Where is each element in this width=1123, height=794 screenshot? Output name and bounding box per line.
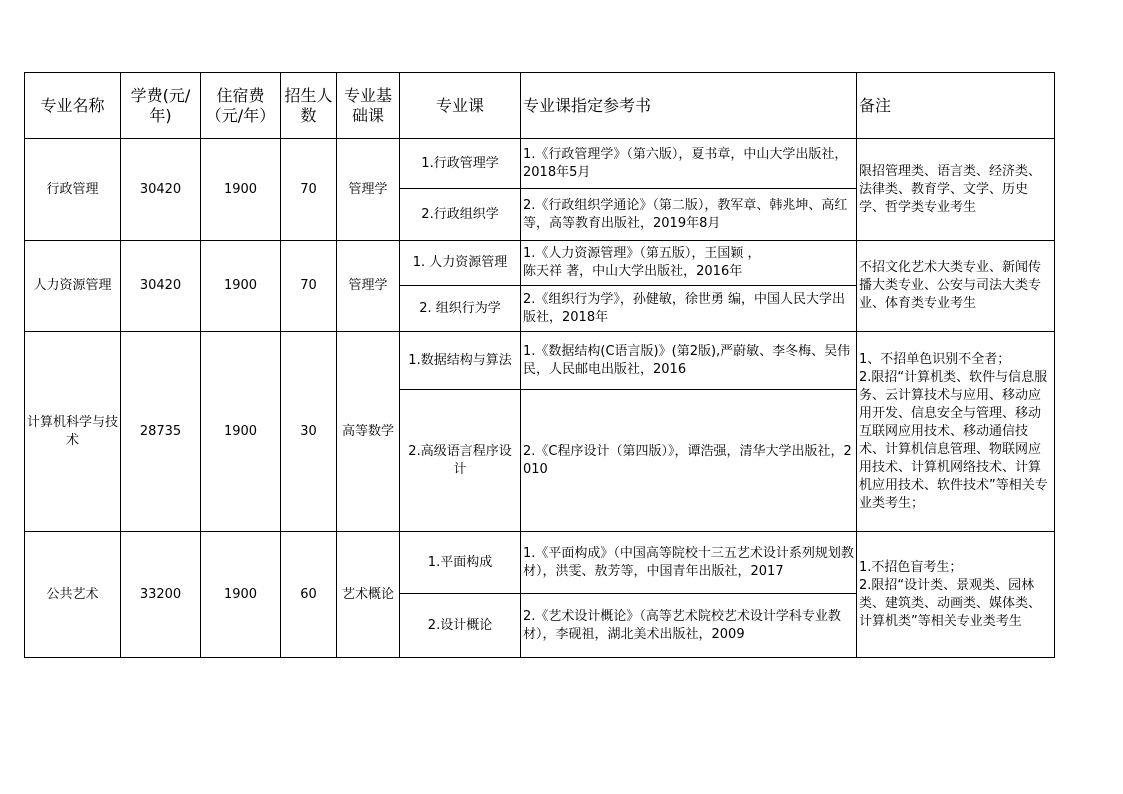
course-name: 2.设计概论 — [400, 594, 521, 658]
table-row — [25, 332, 1055, 390]
header-row — [25, 73, 1055, 139]
reference-book: 2.《行政组织学通论》（第二版），教军章、韩兆坤、高红等，高等教育出版社，2019年8月 — [521, 189, 857, 241]
tuition-value: 30420 — [121, 241, 201, 332]
header-major: 专业名称 — [25, 73, 121, 139]
major-name: 人力资源管理 — [25, 241, 121, 332]
reference-book: 1.《人力资源管理》（第五版），王国颖 ， 陈天祥 著，中山大学出版社，2016年 — [521, 241, 857, 286]
base-course: 高等数学 — [337, 332, 400, 532]
dorm-value: 1900 — [201, 139, 281, 241]
base-course: 管理学 — [337, 139, 400, 241]
course-name: 2.行政组织学 — [400, 189, 521, 241]
course-name: 1. 人力资源管理 — [400, 241, 521, 286]
quota-value: 30 — [281, 332, 337, 532]
course-name: 1.行政管理学 — [400, 139, 521, 189]
dorm-value: 1900 — [201, 532, 281, 658]
reference-book: 2.《艺术设计概论》（高等艺术院校艺术设计学科专业教材），李砚祖，湖北美术出版社，2009 — [521, 594, 857, 658]
header-tuition: 学费(元/年) — [121, 73, 201, 139]
table-row — [25, 532, 1055, 594]
tuition-value: 30420 — [121, 139, 201, 241]
reference-book: 1.《行政管理学》（第六版），夏书章，中山大学出版社，2018年5月 — [521, 139, 857, 189]
reference-book: 1.《数据结构(C语言版)》(第2版),严蔚敏、李冬梅、吴伟民，人民邮电出版社，2016 — [521, 332, 857, 390]
table-row — [25, 139, 1055, 189]
notes-cell: 限招管理类、语言类、经济类、法律类、教育学、文学、历史学、哲学类专业考生 — [857, 139, 1055, 241]
base-course: 艺术概论 — [337, 532, 400, 658]
quota-value: 70 — [281, 241, 337, 332]
admissions-table — [24, 72, 1055, 658]
notes-cell: 1、不招单色识别不全者； 2.限招“计算机类、软件与信息服务、云计算技术与应用、移动应用开发、信息安全与管理、移动互联网应用技术、移动通信技术、计算机信息管理、物联网应用技术、计算机网络技术、计算机应用技术、软件技术”等相关专业类考生； — [857, 332, 1055, 532]
header-course: 专业课 — [400, 73, 521, 139]
course-name: 2. 组织行为学 — [400, 286, 521, 332]
major-name: 公共艺术 — [25, 532, 121, 658]
course-name: 1.平面构成 — [400, 532, 521, 594]
header-notes: 备注 — [857, 73, 1055, 139]
tuition-value: 33200 — [121, 532, 201, 658]
course-name: 2.高级语言程序设计 — [400, 390, 521, 532]
header-reference: 专业课指定参考书 — [521, 73, 857, 139]
reference-book: 1.《平面构成》（中国高等院校十三五艺术设计系列规划教材），洪雯、敖芳等，中国青年出版社，2017 — [521, 532, 857, 594]
dorm-value: 1900 — [201, 241, 281, 332]
header-base-course: 专业基础课 — [337, 73, 400, 139]
quota-value: 60 — [281, 532, 337, 658]
reference-book: 2.《组织行为学》，孙健敏，徐世勇 编，中国人民大学出版社，2018年 — [521, 286, 857, 332]
base-course: 管理学 — [337, 241, 400, 332]
reference-book: 2.《C程序设计（第四版）》，谭浩强，清华大学出版社，2010 — [521, 390, 857, 532]
quota-value: 70 — [281, 139, 337, 241]
header-quota: 招生人数 — [281, 73, 337, 139]
major-name: 行政管理 — [25, 139, 121, 241]
table-row — [25, 241, 1055, 286]
dorm-value: 1900 — [201, 332, 281, 532]
tuition-value: 28735 — [121, 332, 201, 532]
course-name: 1.数据结构与算法 — [400, 332, 521, 390]
major-name: 计算机科学与技术 — [25, 332, 121, 532]
header-dorm: 住宿费（元/年） — [201, 73, 281, 139]
notes-cell: 1.不招色盲考生； 2.限招“设计类、景观类、园林类、建筑类、动画类、媒体类、计算机类”等相关专业类考生 — [857, 532, 1055, 658]
notes-cell: 不招文化艺术大类专业、新闻传播大类专业、公安与司法大类专业、体育类专业考生 — [857, 241, 1055, 332]
